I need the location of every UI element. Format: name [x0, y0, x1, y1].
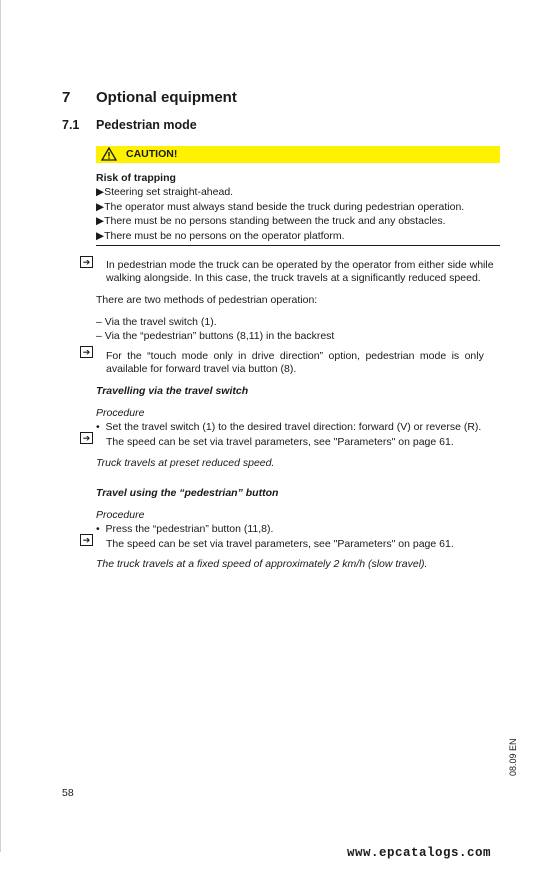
procedure-heading: Travelling via the travel switch	[96, 385, 249, 397]
procedure-label: Procedure	[96, 509, 145, 521]
note-line: In pedestrian mode the truck can be operated by the operator from either side while	[106, 259, 494, 271]
procedure-step: • Set the travel switch (1) to the desired travel direction: forward (V) or reverse (R).	[96, 421, 482, 433]
warning-triangle-icon	[101, 147, 117, 161]
footer-url: www.epcatalogs.com	[347, 846, 492, 860]
note-line: For the “touch mode only in drive direction” option, pedestrian mode is only	[106, 350, 484, 362]
subsection-title: Pedestrian mode	[96, 118, 197, 132]
note-line: The speed can be set via travel parameters, see "Parameters" on page 61.	[106, 436, 454, 448]
page-border	[0, 0, 1, 852]
procedure-heading: Travel using the “pedestrian” button	[96, 487, 279, 499]
section-title: Optional equipment	[96, 89, 237, 106]
intro-text: There are two methods of pedestrian operation:	[96, 294, 318, 306]
caution-heading: Risk of trapping	[96, 172, 176, 184]
page-number: 58	[62, 787, 74, 799]
procedure-result: The truck travels at a fixed speed of approximately 2 km/h (slow travel).	[96, 558, 428, 570]
caution-item: ▶The operator must always stand beside the truck during pedestrian operation.	[96, 201, 465, 213]
arrow-right-icon: ➔	[80, 432, 93, 444]
caution-item: ▶There must be no persons on the operator platform.	[96, 230, 345, 242]
note-line: walking alongside. In this case, the truck travels at a significantly reduced speed.	[106, 272, 481, 284]
caution-label: CAUTION!	[126, 148, 178, 160]
caution-divider	[96, 245, 500, 246]
arrow-right-icon: ➔	[80, 346, 93, 358]
method-item: – Via the “pedestrian” buttons (8,11) in the backrest	[96, 330, 335, 342]
version-label: 08.09 EN	[508, 738, 518, 776]
note-line: available for forward travel via button (8).	[106, 363, 297, 375]
arrow-right-icon: ➔	[80, 534, 93, 546]
caution-item: ▶There must be no persons standing between the truck and any obstacles.	[96, 215, 446, 227]
procedure-label: Procedure	[96, 407, 145, 419]
method-item: – Via the travel switch (1).	[96, 316, 217, 328]
subsection-number: 7.1	[62, 118, 80, 132]
caution-banner	[96, 146, 500, 163]
section-number: 7	[62, 89, 71, 106]
procedure-result: Truck travels at preset reduced speed.	[96, 457, 275, 469]
caution-item: ▶Steering set straight-ahead.	[96, 186, 234, 198]
procedure-step: • Press the “pedestrian” button (11,8).	[96, 523, 274, 535]
note-line: The speed can be set via travel parameters, see "Parameters" on page 61.	[106, 538, 454, 550]
arrow-right-icon: ➔	[80, 256, 93, 268]
